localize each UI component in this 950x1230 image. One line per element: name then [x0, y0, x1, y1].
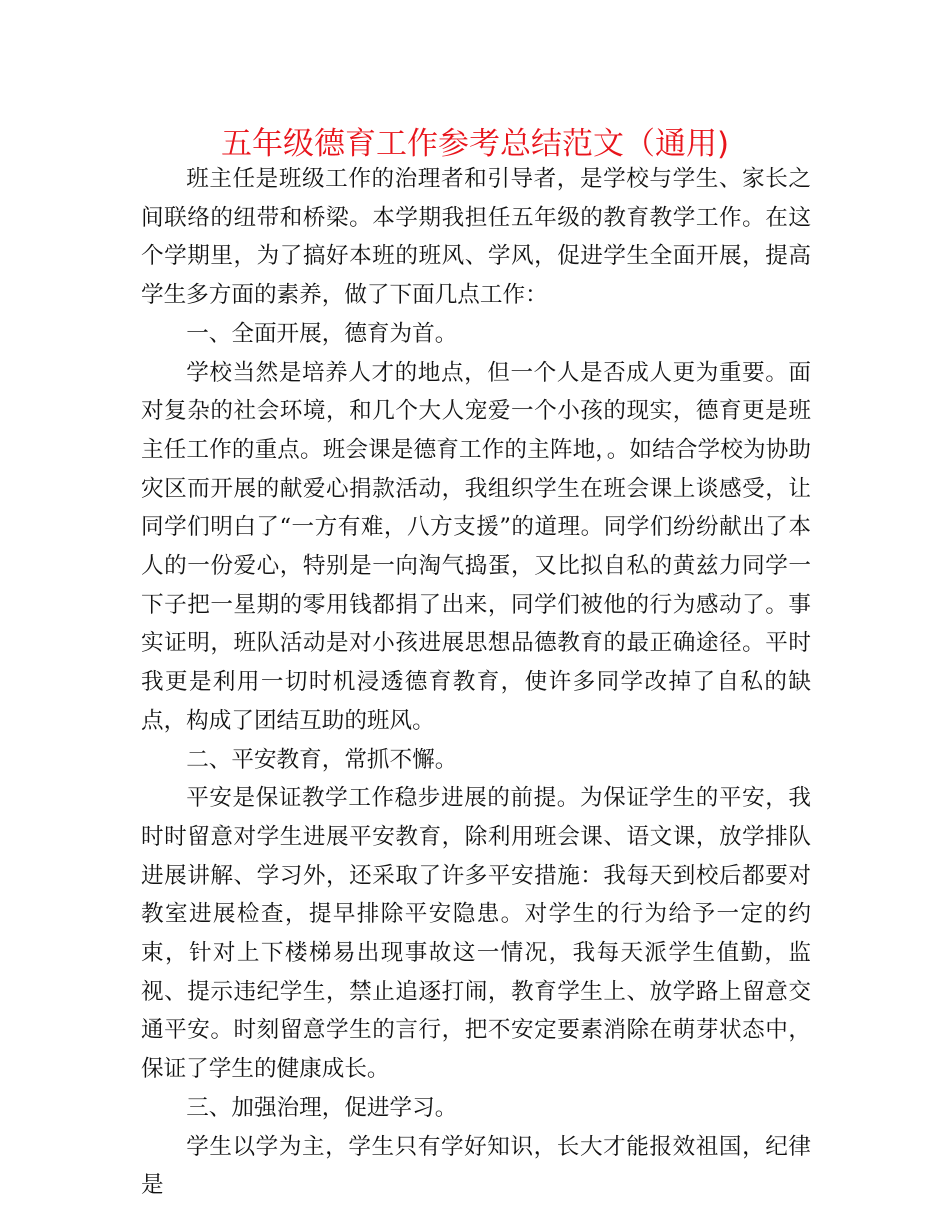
section-heading-1: 一、全面开展，德育为首。: [186, 320, 458, 347]
paragraph-moral-education: 学校当然是培养人才的地点，但一个人是否成人更为重要。面对复杂的社会环境，和几个大人宠爱一个小孩的现实，德育更是班主任工作的重点。班会课是德育工作的主阵地，。如结合学校为协助灾区而开展的献爱心捐款活动，我组织学生在班会课上谈感受，让同学们明白了“一方有难，八方支援”的道理。同学们纷纷献出了本人的一份爱心，特别是一向淘气捣蛋，又比拟自私的黄兹力同学一下子把一星期的零用钱都捐了出来，同学们被他的行为感动了。事实证明，班队活动是对小孩进展思想品德教育的最正确途径。平时我更是利用一切时机浸透德育教育，使许多同学改掉了自私的缺点，构成了团结互助的班风。: [141, 359, 811, 734]
section-heading-3: 三、加强治理，促进学习。: [186, 1094, 458, 1121]
paragraph-study: 学生以学为主，学生只有学好知识，长大才能报效祖国，纪律是: [141, 1133, 811, 1199]
document-title: 五年级德育工作参考总结范文（通用): [220, 126, 730, 162]
document-body: [141, 160, 811, 1205]
paragraph-intro: 班主任是班级工作的治理者和引导者，是学校与学生、家长之间联络的纽带和桥梁。本学期我担任五年级的教育教学工作。在这个学期里，为了搞好本班的班风、学风，促进学生全面开展，提高学生多方面的素养，做了下面几点工作：: [141, 166, 811, 309]
paragraph-safety-education: 平安是保证教学工作稳步进展的前提。为保证学生的平安，我时时留意对学生进展平安教育，除利用班会课、语文课，放学排队进展讲解、学习外，还采取了许多平安措施：我每天到校后都要对教室进展检查，提早排除平安隐患。对学生的行为给予一定的约束，针对上下楼梯易出现事故这一情况，我每天派学生值勤，监视、提示违纪学生，禁止追逐打闹，教育学生上、放学路上留意交通平安。时刻留意学生的言行，把不安定要素消除在萌芽状态中，保证了学生的健康成长。: [141, 785, 811, 1083]
section-heading-2: 二、平安教育，常抓不懈。: [186, 746, 458, 773]
